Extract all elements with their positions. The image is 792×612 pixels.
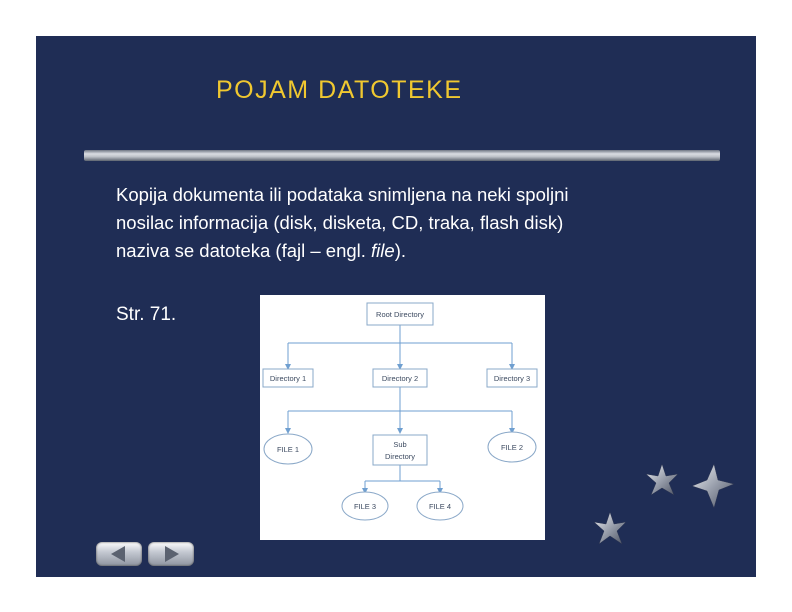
- star-icon: [594, 512, 626, 544]
- body-line-2: nosilac informacija (disk, disketa, CD, traka, flash disk): [116, 212, 564, 233]
- previous-slide-button[interactable]: [96, 542, 142, 566]
- body-text: [116, 181, 726, 265]
- arrow-left-icon: [111, 546, 125, 562]
- directory-1-label: Directory 1: [269, 374, 307, 383]
- root-directory-label: Root Directory: [376, 310, 424, 319]
- directory-2-label: Directory 2: [381, 374, 419, 383]
- sub-directory-label-2: Directory: [384, 452, 416, 461]
- star-icon: [692, 464, 734, 508]
- directory-3-label: Directory 3: [493, 374, 531, 383]
- next-slide-button[interactable]: [148, 542, 194, 566]
- file-4-label: FILE 4: [428, 502, 452, 511]
- directory-tree-diagram: [260, 295, 545, 540]
- body-line-1: Kopija dokumenta ili podataka snimljena na neki spoljni: [116, 184, 569, 205]
- decorative-stars: [586, 456, 756, 556]
- body-line-3-text: naziva se datoteka (fajl – engl.: [116, 240, 372, 261]
- file-2-label: FILE 2: [500, 443, 524, 452]
- body-line-3-end: ).: [394, 240, 407, 261]
- slide: [36, 36, 756, 577]
- star-icon: [646, 464, 678, 495]
- title-divider: [84, 150, 720, 161]
- file-1-label: FILE 1: [276, 445, 300, 454]
- arrow-right-icon: [165, 546, 179, 562]
- slide-title: POJAM DATOTEKE: [216, 76, 463, 104]
- body-italic-word: file: [371, 240, 395, 261]
- file-3-label: FILE 3: [353, 502, 377, 511]
- sub-directory-label-1: Sub: [393, 440, 407, 449]
- body-line-3: [116, 237, 726, 265]
- page-reference: Str. 71.: [116, 304, 177, 325]
